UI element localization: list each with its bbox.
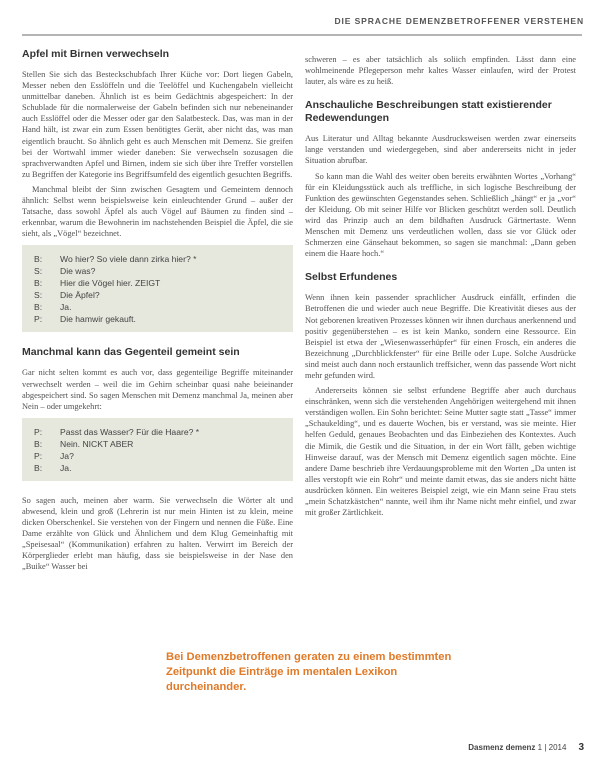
magazine-name: Dasmenz demenz 1 | 2014 [468,743,567,752]
section-heading-beschreibungen: Anschauliche Beschreibungen statt existierender Redewendungen [305,99,552,125]
dialog-speaker: B: [34,254,43,265]
body-paragraph: Manchmal bleibt der Sinn zwischen Gesagtem und Gemeintem dennoch ähnlich: Selbst wenn beispielsweise kein einleuchtender Grund – außer der Tatsache, dass sowohl Äpfel als auch Vögel auf Bäumen zu finden sind – erkennbar, warum die Bewohnerin im nachstehenden Beispiel die Äpfel, die sie sieht, als „Vögel“ bezeichnet. [22,184,293,239]
dialog-speaker: B: [34,302,43,313]
dialog-line [34,450,283,462]
dialog-box [22,245,293,332]
dialog-text: Die was? [60,266,96,277]
dialog-text: Ja? [60,450,74,461]
dialog-speaker: B: [34,278,43,289]
dialog-text: Ja. [60,462,72,473]
dialog-text: Die Äpfel? [60,290,100,301]
dialog-line [34,313,283,325]
dialog-speaker: B: [34,462,43,473]
dialog-line [34,301,283,313]
dialog-line [34,289,283,301]
dialog-line [34,265,283,277]
dialog-box [22,418,293,481]
body-paragraph: So sagen auch, meinen aber warm. Sie verwechseln die Wörter alt und abwesend, klein und groß (Lehrerin ist nur mein Hinten ist zu klein, meine dicken Oberschenkel. Sie verstehen von der Fingern und nennen die Füße. Eine Dame erzählte von Glück und Ähnlichem und dem Klug Gemeinhaftig mit „Speisesaal“ (Kommunikation) erfahren zu halten. Verwirrt im Bereich der Körperglieder erlebt man häufig, dass sie beispielsweise in der Nase den „Buike“ Wasser bei [22,495,293,572]
left-column [22,48,293,576]
dialog-speaker: B: [34,438,43,449]
dialog-speaker: S: [34,266,43,277]
body-paragraph: Andererseits können sie selbst erfundene Begriffe aber auch durchaus einschränken, wenn sich die verstehenden Angehörigen weitergehend mit ihnen verständigen wollen. Ein Sohn berichtet: Seine Mutter sagte statt „Tasse“ immer „Schaukelding“, und es dauerte Wochen, bis er verstand, was sie meinte. Hier helfen Geduld, genaues Beobachten und das Einbeziehen des Kontextes. Auch die Mimik, die Gestik und die Situation, in der ein Wort fällt, geben wichtige Hinweise darauf, was der Mensch mit Demenz eigentlich sagen möchte. Eine andere Dame beschrieb ihre Verdauungsprobleme mit den Worten „Da unten ist alles verstopft wie ein Rohr“ und meinte damit etwas, das sie anders nicht hätte ausdrücken können. Ein weiteres Beispiel zeigt, wie ein Mann seine Frau stets „mein Schatzkästchen“ nannte, weil ihm ihr Name nicht mehr einfiel, und zwar mit großer Zärtlichkeit. [305,386,576,518]
dialog-line [34,426,283,438]
dialog-line [34,462,283,474]
header-rule [22,34,582,36]
dialog-text: Nein. NICKT ABER [60,438,134,449]
dialog-speaker: P: [34,426,43,437]
body-paragraph: Wenn ihnen kein passender sprachlicher Ausdruck einfällt, erfinden die Betroffenen die und wieder auch neue Begriffe. Die Kreativität dieses aus der Not geborenen kreativen Prozesses können wir ihnen durchaus anerkennend und positiv gegenüberstehen – es ist kein Manko, sondern eine Ressource. Ein Beispiel ist etwa der „Wiesenwasserhüpfer“ für einen Frosch, ein anderes die Bezeichnung „Durchblickfenster“ für eine Brille oder Lupe. Solche Ausdrücke sind meist auch dann noch erstaunlich treffsicher, wenn das passende Wort nicht mehr gefunden wird. [305,293,576,380]
dialog-line [34,253,283,265]
dialog-text: Wo hier? So viele dann zirka hier? * [60,254,197,265]
dialog-speaker: S: [34,290,43,301]
body-paragraph: Aus Literatur und Alltag bekannte Ausdrucksweisen werden zwar einerseits lange verstanden und wiedergegeben, sind aber andererseits nicht in jeder Situation abrufbar. [305,134,576,166]
section-heading-selbst-erfundenes: Selbst Erfundenes [305,271,398,284]
dialog-speaker: P: [34,314,43,325]
right-column [305,54,576,522]
dialog-text: Ja. [60,302,72,313]
dialog-line [34,438,283,450]
pull-quote: Bei Demenzbetroffenen geraten zu einem bestimmten Zeitpunkt die Einträge im mentalen Lexikon durcheinander. [166,651,452,693]
section-heading-apfel-birnen: Apfel mit Birnen verwechseln [22,48,170,60]
dialog-text: Passt das Wasser? Für die Haare? * [60,426,200,437]
dialog-speaker: P: [34,450,43,461]
page-footer [468,742,584,753]
running-head: DIE SPRACHE DEMENZBETROFFENER VERSTEHEN [334,16,584,26]
dialog-line [34,277,283,289]
body-paragraph: So kann man die Wahl des weiter oben bereits erwähnten Wortes „Vorhang“ für ein Kleidungsstück auch als treffliche, in sich logische Beschreibung der Funktion des gewünschten Gegenstandes sehen. Schließlich „hängt“ er ja „vor“ der Kleidung. Ob mit seiner Hilfe vor Blicken geschützt werden soll. Deutlich wird das Prinzip auch an dem bildhaften Ausdruck Gärtnertaste. Wenn Menschen mit Demenz uns verdeutlichen wollen, dass sie vor Glück oder Schmerzen eine Gänsehaut bekommen, so sagen sie manchmal: „Dann geben einem die Haare hoch.“ [305,171,576,259]
body-paragraph: Stellen Sie sich das Besteckschubfach Ihrer Küche vor: Dort liegen Gabeln, Messer neben den Esslöffeln und die Teelöffel und Kuchengabeln vielleicht unmittelbar daneben. Ähnlich ist es beim Gedächtnis abgespeichert: In der Schublade für die normalerweise der Gabeln befinden sich nur nebeneinander auch Esslöffel oder die Messer oder gar den Salatbesteck. Das, was man in der Hand hält, ist zwar ein zum Essen benötigtes Gerät, aber nicht das, was man eigentlich braucht. So ähnlich geht es auch Menschen mit Demenz. Sie greifen bei der Wortwahl immer wieder daneben: Sie verwechseln sozusagen die sprachverwandten Apfel und Birnen, indem sie sich über ihre Treffer vorstellen zu Begriffen der Kategorie ins Begriffsumfeld des eigentlich gesuchten Begriffs. [22,70,293,179]
section-heading-gegenteil: Manchmal kann das Gegenteil gemeint sein [22,346,240,359]
dialog-text: Die hamwir gekauft. [60,314,136,325]
page-number: 3 [578,742,584,753]
body-paragraph: Gar nicht selten kommt es auch vor, dass gegenteilige Begriffe miteinander verwechselt werden – weil die im Gehirn scheinbar quasi nahe beieinander abgespeichert sind. So sagen Menschen mit Demenz manchmal Ja, meinen aber Nein – oder umgekehrt: [22,368,293,411]
body-paragraph: schweren – es aber tatsächlich als soliich empfinden. Lässt dann eine wohlmeinende Pflegeperson mehr kaltes Wasser einlaufen, wird der Protest lauter, als wäre es zu heiß. [305,55,576,87]
dialog-text: Hier die Vögel hier. ZEIGT [60,278,161,289]
